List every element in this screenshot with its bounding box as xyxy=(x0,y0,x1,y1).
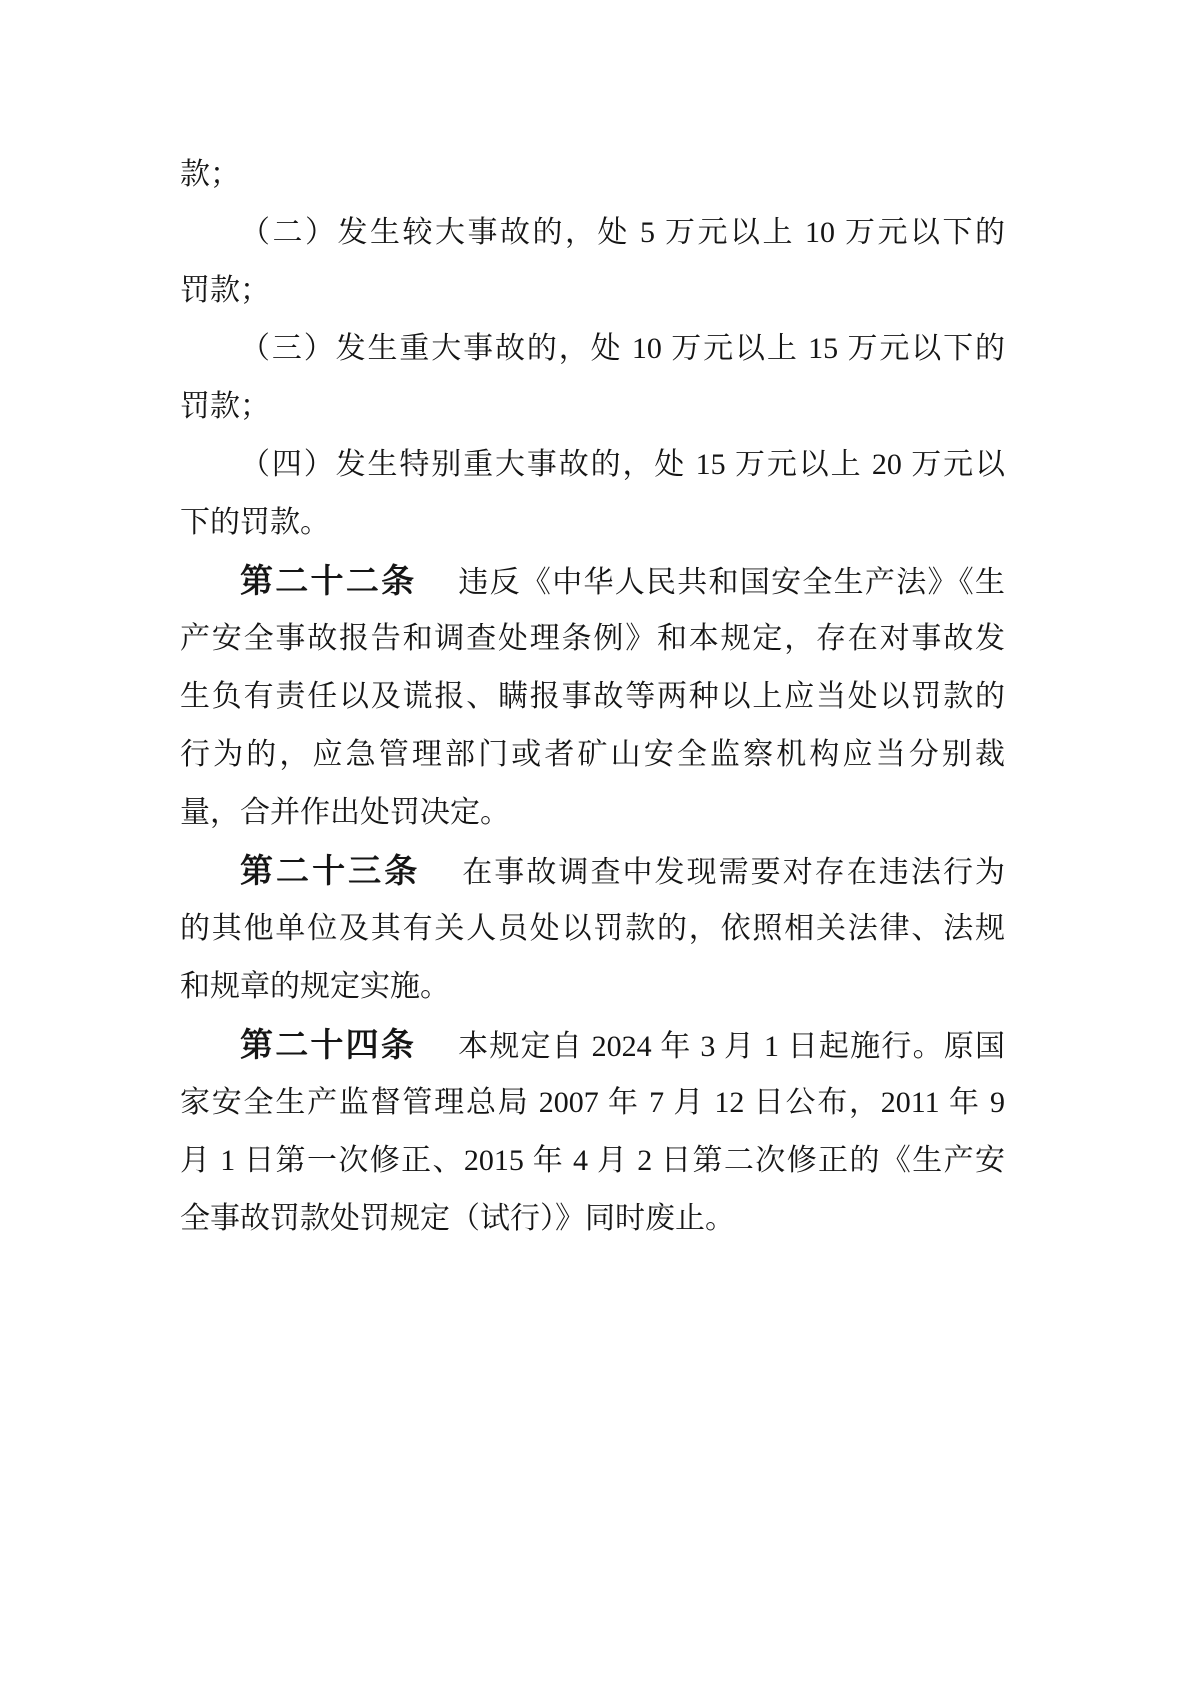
text-line: 家安全生产监督管理总局 2007 年 7 月 12 日公布，2011 年 9 xyxy=(180,1086,1005,1119)
text-line: 下的罚款。 xyxy=(180,506,330,539)
text-line: （二）发生较大事故的，处 5 万元以上 10 万元以下的 xyxy=(240,216,1005,249)
text-line: 罚款； xyxy=(180,390,270,423)
line-text: 本规定自 2024 年 3 月 1 日起施行。原国 xyxy=(458,1030,1006,1063)
text-line: 月 1 日第一次修正、2015 年 4 月 2 日第二次修正的《生产安 xyxy=(180,1144,1005,1177)
text-line xyxy=(180,842,1005,900)
text-line: 产安全事故报告和调查处理条例》和本规定，存在对事故发 xyxy=(180,622,1005,655)
text-line xyxy=(180,552,1005,610)
article-number: 第二十二条 xyxy=(240,562,417,599)
line-text: 违反《中华人民共和国安全生产法》《生 xyxy=(458,566,1006,599)
document-body xyxy=(180,146,1005,1248)
text-line: 行为的，应急管理部门或者矿山安全监察机构应当分别裁 xyxy=(180,738,1005,771)
article-number: 第二十四条 xyxy=(240,1026,417,1063)
text-line: 量，合并作出处罚决定。 xyxy=(180,796,510,829)
line-text: 在事故调查中发现需要对存在违法行为 xyxy=(462,856,1006,889)
text-line: 罚款； xyxy=(180,274,270,307)
text-line: 款； xyxy=(180,158,240,191)
text-line: 的其他单位及其有关人员处以罚款的，依照相关法律、法规 xyxy=(180,912,1005,945)
text-line: （四）发生特别重大事故的，处 15 万元以上 20 万元以 xyxy=(240,448,1005,481)
text-line: 生负有责任以及谎报、瞒报事故等两种以上应当处以罚款的 xyxy=(180,680,1005,713)
text-line: （三）发生重大事故的，处 10 万元以上 15 万元以下的 xyxy=(240,332,1005,365)
text-line: 全事故罚款处罚规定（试行）》同时废止。 xyxy=(180,1202,735,1235)
article-number: 第二十三条 xyxy=(240,852,421,889)
text-line: 和规章的规定实施。 xyxy=(180,970,450,1003)
text-line xyxy=(180,1016,1005,1074)
